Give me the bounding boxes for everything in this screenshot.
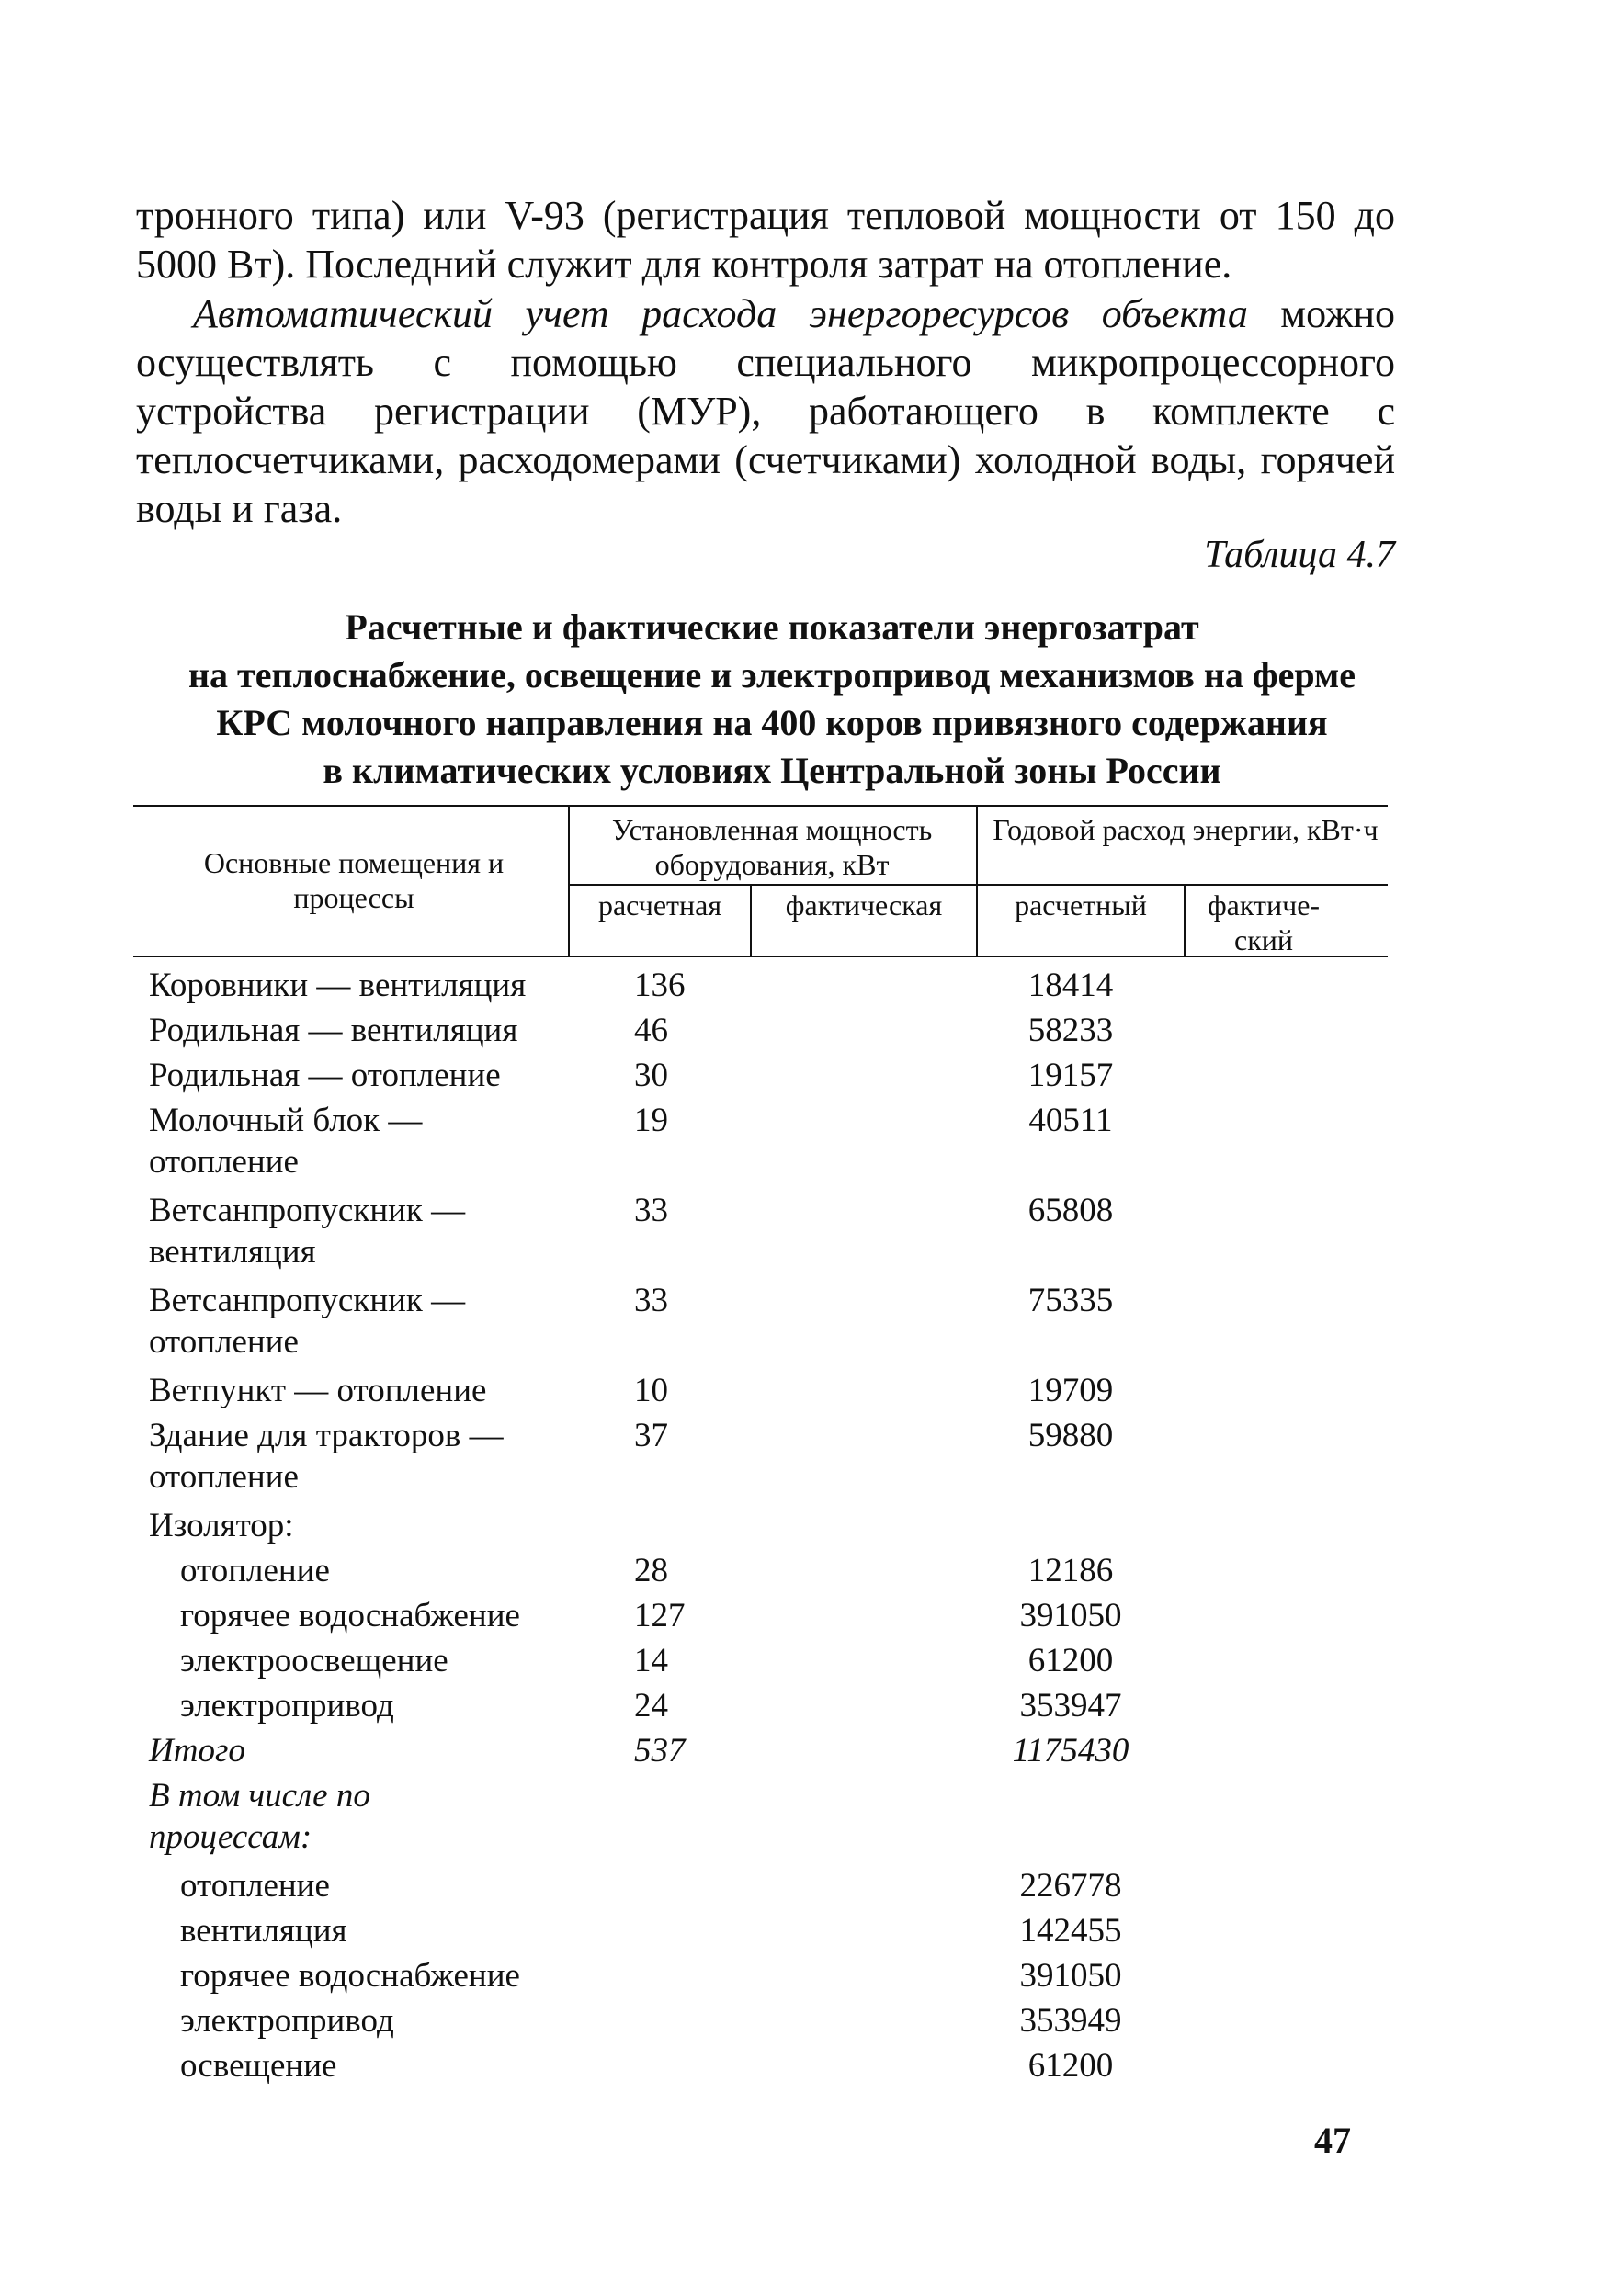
row-power-calc: 33 — [634, 1192, 668, 1229]
header-energy-fact: фактиче-ский — [1207, 888, 1321, 956]
row-power-calc: 136 — [634, 967, 686, 1004]
row-energy-calc: 19157 — [1027, 1057, 1114, 1094]
table-header-bottom-rule — [133, 956, 1388, 957]
row-energy-calc: 40511 — [1028, 1102, 1113, 1139]
row-name: Родильная — вентиляция — [149, 1012, 518, 1049]
row-energy-calc: 19709 — [1027, 1372, 1114, 1409]
row-power-calc: 14 — [634, 1642, 668, 1680]
row-energy-calc: 18414 — [1027, 967, 1114, 1004]
table-row — [0, 1640, 1600, 1685]
table-title-line: в климатических условиях Центральной зоны России — [323, 750, 1221, 791]
table-row — [0, 2045, 1600, 2090]
table-title — [119, 604, 1424, 795]
paragraph-body: можно осуществлять с помощью специального микропроцессорного устройства регистрации (МУР), работающего в комплекте с теплосчетчиками, расходомерами (счетчиками) холодной воды, горячей воды и газа. — [136, 291, 1395, 531]
row-name: отопление — [180, 1867, 330, 1905]
table-row — [0, 1775, 1600, 1865]
row-energy-calc: 12186 — [1027, 1552, 1114, 1589]
table-row — [0, 1550, 1600, 1595]
row-name: Коровники — вентиляция — [149, 967, 527, 1004]
table-title-line: на теплоснабжение, освещение и электропривод механизмов на ферме — [188, 654, 1356, 696]
table-title-line: КРС молочного направления на 400 коров привязного содержания — [216, 702, 1328, 743]
row-energy-calc: 58233 — [1027, 1012, 1114, 1049]
table-row — [0, 1370, 1600, 1415]
row-name: Итого — [149, 1732, 245, 1770]
row-power-calc: 10 — [634, 1372, 668, 1409]
row-energy-calc: 65808 — [1027, 1192, 1114, 1229]
header-group-power: Установленная мощность оборудования, кВт — [611, 813, 933, 881]
row-name: электропривод — [180, 2002, 394, 2040]
row-energy-calc: 391050 — [1019, 1597, 1122, 1634]
header-power-calc: расчетная — [597, 888, 722, 922]
row-power-calc: 28 — [634, 1552, 668, 1589]
table-row — [0, 2000, 1600, 2045]
table-caption: Таблица 4.7 — [1204, 534, 1395, 576]
row-energy-calc: 75335 — [1027, 1282, 1114, 1319]
header-col-name: Основные помещения и процессы — [203, 846, 505, 914]
row-energy-calc: 391050 — [1019, 1957, 1122, 1995]
table-row — [0, 965, 1600, 1010]
row-energy-calc: 226778 — [1019, 1867, 1122, 1905]
row-name: В том числе по процессам: — [149, 1777, 370, 1856]
row-energy-calc: 1175430 — [1012, 1732, 1129, 1770]
table-col-divider — [976, 805, 978, 957]
table-col-divider — [1184, 884, 1186, 957]
row-power-calc: 37 — [634, 1417, 668, 1454]
table-title-line: Расчетные и фактические показатели энергозатрат — [345, 606, 1199, 648]
table-row — [0, 1280, 1600, 1370]
row-power-calc: 24 — [634, 1687, 668, 1725]
table-row — [0, 1955, 1600, 2000]
row-name: освещение — [180, 2047, 337, 2085]
row-name: вентиляция — [180, 1912, 347, 1950]
row-name: Ветсанпропускник — вентиляция — [149, 1192, 466, 1271]
row-name: Родильная — отопление — [149, 1057, 501, 1094]
row-name: Молочный блок — отопление — [149, 1102, 423, 1181]
row-name: электропривод — [180, 1687, 394, 1725]
table-header-mid-rule — [568, 884, 1388, 886]
row-name: электроосвещение — [180, 1642, 448, 1680]
table-row — [0, 1010, 1600, 1055]
row-power-calc: 33 — [634, 1282, 668, 1319]
row-energy-calc: 353949 — [1019, 2002, 1122, 2040]
row-name: Изолятор: — [149, 1507, 294, 1544]
table-row — [0, 1910, 1600, 1955]
paragraph-emphasis: Автоматический учет расхода энергоресурсов объекта — [193, 291, 1248, 336]
header-group-energy: Годовой расход энергии, кВт·ч — [993, 813, 1379, 846]
row-name: горячее водоснабжение — [180, 1597, 520, 1634]
table-row — [0, 1685, 1600, 1730]
table-row — [0, 1505, 1600, 1550]
row-energy-calc: 59880 — [1027, 1417, 1114, 1454]
paragraph-intro: тронного типа) или V-93 (регистрация тепловой мощности от 150 до 5000 Вт). Последний служит для контроля затрат на отопление. — [136, 193, 1395, 287]
table-row-total — [0, 1730, 1600, 1775]
table-row — [0, 1595, 1600, 1640]
row-name: отопление — [180, 1552, 330, 1589]
row-power-calc: 127 — [634, 1597, 686, 1634]
row-name: Здание для тракторов — отопление — [149, 1417, 504, 1496]
row-power-calc: 30 — [634, 1057, 668, 1094]
row-energy-calc: 142455 — [1019, 1912, 1122, 1950]
table-row — [0, 1055, 1600, 1100]
row-power-calc: 46 — [634, 1012, 668, 1049]
row-name: Ветпункт — отопление — [149, 1372, 487, 1409]
row-energy-calc: 61200 — [1027, 1642, 1114, 1680]
header-power-fact: фактическая — [785, 888, 943, 922]
row-energy-calc: 61200 — [1027, 2047, 1114, 2085]
row-power-calc: 537 — [634, 1732, 686, 1770]
table-row — [0, 1190, 1600, 1280]
table-col-divider — [568, 805, 570, 957]
page-number: 47 — [1314, 2120, 1351, 2161]
row-name: горячее водоснабжение — [180, 1957, 520, 1995]
row-name: Ветсанпропускник — отопление — [149, 1282, 466, 1361]
table-row — [0, 1100, 1600, 1190]
paragraph-automatic-metering — [136, 289, 1395, 533]
table-body — [0, 965, 1600, 2090]
row-energy-calc: 353947 — [1019, 1687, 1122, 1725]
table-row — [0, 1415, 1600, 1505]
header-energy-calc: расчетный — [1015, 888, 1147, 922]
table-top-rule — [133, 805, 1388, 807]
row-power-calc: 19 — [634, 1102, 668, 1139]
table-row — [0, 1865, 1600, 1910]
